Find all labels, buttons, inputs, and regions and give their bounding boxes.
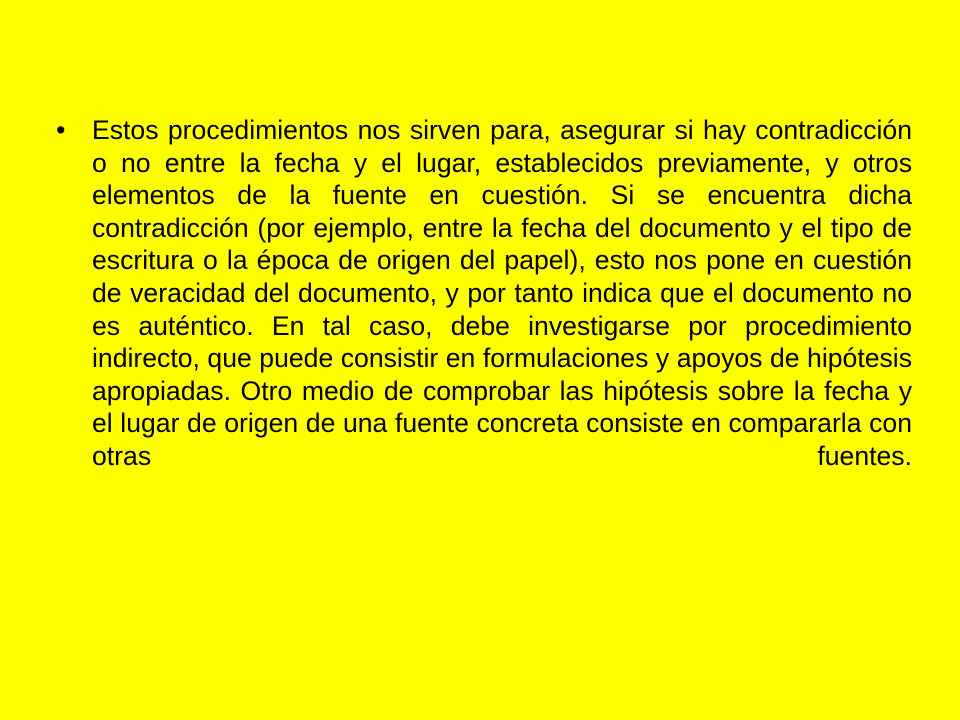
bullet-text: Estos procedimientos nos sirven para, asegurar si hay contradicción o no entre la fecha y el lugar, establecidos previamente, y otros elementos de la fuente en cuestión. Si se encuentra dicha contradicción (por ejemplo, entre la fecha del documento y el tipo de escritura o la época de origen del papel), esto nos pone en cuestión de veracidad del documento, y por tanto indica que el documento no es auténtico. En tal caso, debe investigarse por procedimiento indirecto, que puede consistir en formulaciones y apoyos de hipótesis apropiadas. Otro medio de comprobar las hipótesis sobre la fecha y el lugar de origen de una fuente concreta consiste en compararla con otras fuentes. xyxy=(92,115,912,471)
bullet-marker: • xyxy=(56,115,66,145)
bullet-list xyxy=(52,114,912,473)
bullet-item xyxy=(52,114,912,473)
